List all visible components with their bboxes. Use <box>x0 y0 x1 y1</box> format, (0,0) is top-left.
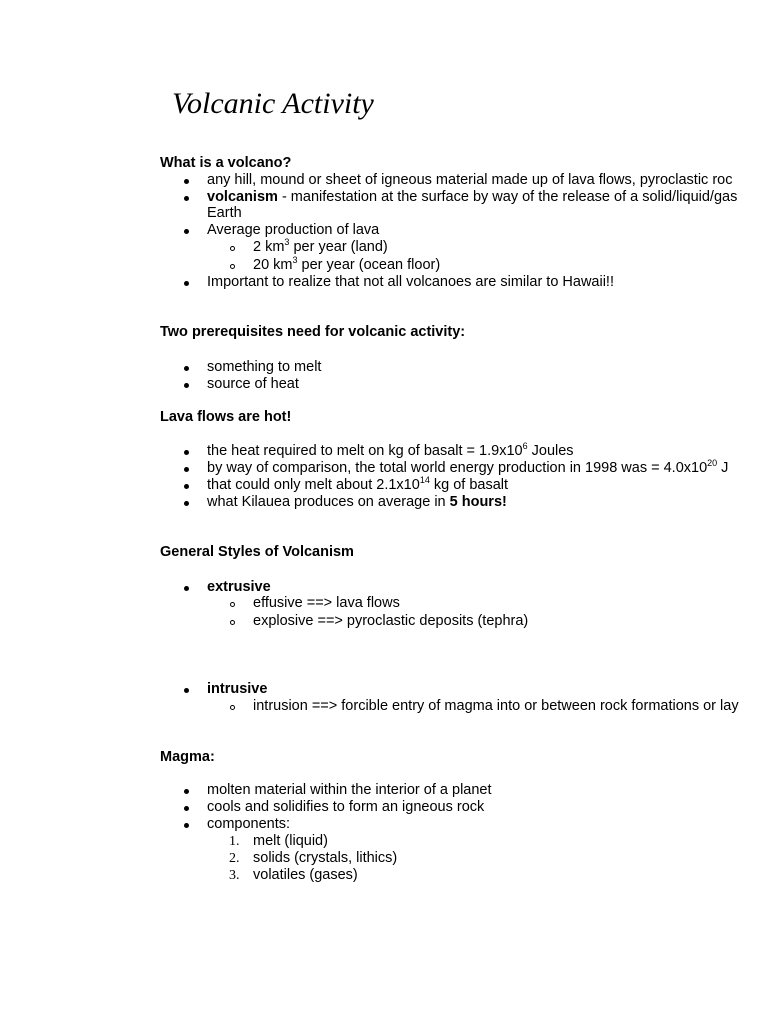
text: Joules <box>527 443 574 459</box>
section-heading-magma: Magma: <box>160 749 215 765</box>
text: 2 km <box>253 239 285 255</box>
text: what Kilauea produces on average in <box>207 494 450 510</box>
list-item: components: <box>207 816 291 832</box>
bullet-icon <box>184 586 189 591</box>
section-heading-lava-flows: Lava flows are hot! <box>160 409 292 425</box>
bullet-icon <box>184 484 189 489</box>
bullet-icon <box>184 789 189 794</box>
superscript: 3 <box>284 237 290 248</box>
list-item <box>207 443 574 460</box>
text: per year (ocean floor) <box>297 257 441 273</box>
list-item <box>207 477 508 494</box>
list-item <box>207 460 728 477</box>
definition-text: - manifestation at the surface by way of the release of a solid/liquid/gas <box>277 189 738 205</box>
circle-bullet-icon <box>230 264 235 269</box>
bullet-icon <box>184 450 189 455</box>
sub-list-item <box>253 257 440 274</box>
sub-list-item: explosive ==> pyroclastic deposits (tephra) <box>253 613 529 629</box>
section-heading-prerequisites: Two prerequisites need for volcanic activity: <box>160 324 466 340</box>
superscript: 3 <box>292 255 298 266</box>
bullet-icon <box>184 196 189 201</box>
numbered-item: volatiles (gases) <box>253 867 358 883</box>
list-item: Important to realize that not all volcanoes are similar to Hawaii!! <box>207 274 614 290</box>
text: the heat required to melt on kg of basalt = 1.9x10 <box>207 443 523 459</box>
circle-bullet-icon <box>230 602 235 607</box>
list-item <box>207 681 267 698</box>
text: that could only melt about 2.1x10 <box>207 477 420 493</box>
list-number: 3. <box>229 868 240 883</box>
bullet-icon <box>184 281 189 286</box>
list-item <box>207 494 507 511</box>
text: kg of basalt <box>429 477 509 493</box>
list-item-continuation: Earth <box>207 205 242 221</box>
list-number: 1. <box>229 834 240 849</box>
bullet-icon <box>184 501 189 506</box>
numbered-item: melt (liquid) <box>253 833 328 849</box>
list-item: any hill, mound or sheet of igneous material made up of lava flows, pyroclastic roc <box>207 172 733 188</box>
list-item: something to melt <box>207 359 322 375</box>
text: 20 km <box>253 257 293 273</box>
term-extrusive: extrusive <box>207 579 271 595</box>
section-heading-what-is-volcano: What is a volcano? <box>160 155 292 171</box>
superscript: 20 <box>707 458 718 469</box>
bullet-icon <box>184 467 189 472</box>
numbered-item: solids (crystals, lithics) <box>253 850 398 866</box>
bullet-icon <box>184 229 189 234</box>
list-item <box>207 579 271 596</box>
list-item <box>207 189 737 206</box>
text: per year (land) <box>289 239 388 255</box>
superscript: 14 <box>419 475 430 486</box>
bullet-icon <box>184 823 189 828</box>
bullet-icon <box>184 383 189 388</box>
list-number: 2. <box>229 851 240 866</box>
bullet-icon <box>184 179 189 184</box>
superscript: 6 <box>522 441 528 452</box>
bullet-icon <box>184 366 189 371</box>
list-item: molten material within the interior of a planet <box>207 782 492 798</box>
sub-list-item: intrusion ==> forcible entry of magma into or between rock formations or lay <box>253 698 739 714</box>
circle-bullet-icon <box>230 246 235 251</box>
list-item: cools and solidifies to form an igneous rock <box>207 799 485 815</box>
sub-list-item <box>253 239 388 256</box>
emphasis: 5 hours! <box>449 494 507 510</box>
section-heading-styles: General Styles of Volcanism <box>160 544 354 560</box>
text: by way of comparison, the total world energy production in 1998 was = 4.0x10 <box>207 460 708 476</box>
term-volcanism: volcanism <box>207 189 278 205</box>
circle-bullet-icon <box>230 620 235 625</box>
term-intrusive: intrusive <box>207 681 268 697</box>
circle-bullet-icon <box>230 705 235 710</box>
text: J <box>717 460 729 476</box>
list-item: Average production of lava <box>207 222 380 238</box>
page-title: Volcanic Activity <box>172 87 374 120</box>
bullet-icon <box>184 688 189 693</box>
bullet-icon <box>184 806 189 811</box>
list-item: source of heat <box>207 376 299 392</box>
sub-list-item: effusive ==> lava flows <box>253 595 400 611</box>
